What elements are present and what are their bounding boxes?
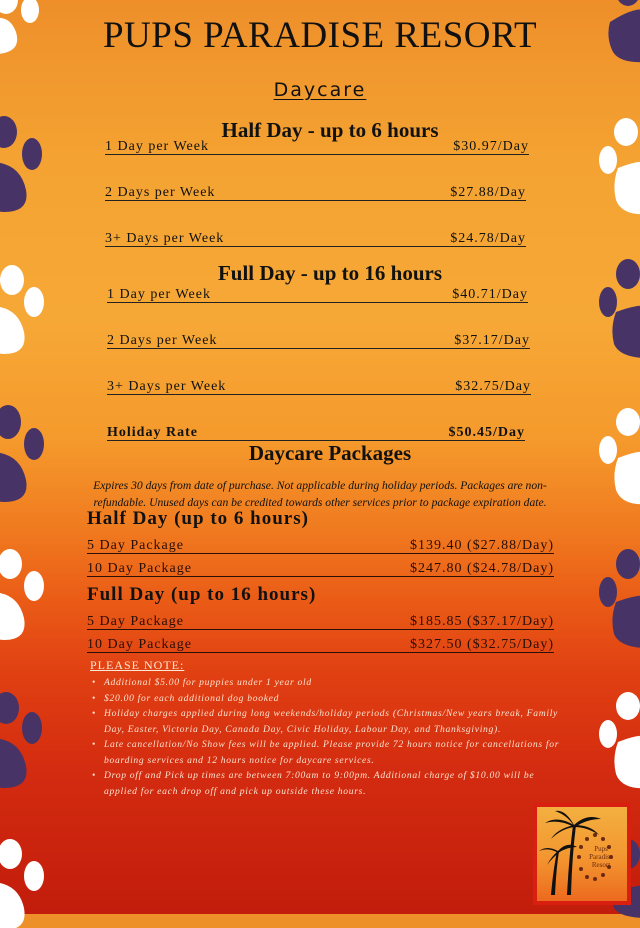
packages-description: Expires 30 days from date of purchase. Not applicable during holiday periods. Packages are non-refundable. Unused days can be credited towards other services prior to package expiration date. — [93, 479, 547, 509]
page-title: PUPS PARADISE RESORT — [102, 15, 538, 56]
bullet-icon: • — [92, 770, 97, 781]
full-day-heading: Full Day - up to 16 hours — [217, 261, 443, 285]
bullet-icon: • — [92, 677, 97, 688]
rate-price: $30.97/Day — [453, 139, 529, 154]
bullet-icon: • — [92, 739, 97, 750]
rate-price: $24.78/Day — [450, 231, 526, 246]
note-item: • Late cancellation/No Show fees will be applied. Please provide 72 hours notice for cancellations for boarding services and 12 hours notice for daycare services. — [92, 739, 560, 766]
rate-price: $27.88/Day — [450, 185, 526, 200]
rate-row-half-1day — [105, 139, 529, 155]
rate-row-half-3plus — [105, 231, 526, 247]
note-item: • Drop off and Pick up times are between 7:00am to 9:00pm. Additional charge of $10.00 will be applied for each drop off and pick up outside these hours. — [92, 770, 535, 797]
paw-print-icon — [598, 548, 640, 648]
rate-row-half-2days — [105, 185, 526, 201]
rate-row-full-2days — [107, 333, 530, 349]
rate-row-full-3plus — [107, 379, 531, 395]
note-item: • Additional $5.00 for puppies under 1 year old — [90, 675, 560, 691]
package-price: $185.85 ($37.17/Day) — [409, 614, 554, 629]
bullet-icon: • — [92, 708, 97, 719]
package-price: $327.50 ($32.75/Day) — [409, 637, 554, 652]
paw-print-icon — [0, 838, 50, 928]
rate-label: 3+ Days per Week — [107, 379, 227, 394]
package-row-half-10day — [87, 561, 554, 577]
rate-label: 2 Days per Week — [105, 185, 216, 200]
please-note-heading: PLEASE NOTE: — [90, 658, 185, 672]
package-row-half-5day — [87, 538, 554, 554]
rate-row-full-1day — [107, 287, 528, 303]
notes-list — [90, 675, 560, 799]
rate-label: 2 Days per Week — [107, 333, 218, 348]
rate-label: Holiday Rate — [107, 425, 198, 440]
rate-price: $32.75/Day — [455, 379, 531, 394]
packages-heading: Daycare Packages — [248, 441, 412, 465]
package-label: 10 Day Package — [87, 561, 192, 576]
rate-price: $40.71/Day — [452, 287, 528, 302]
rate-price: $37.17/Day — [454, 333, 530, 348]
logo-text: Pups Paradise Resort — [589, 845, 613, 869]
rate-label: 1 Day per Week — [107, 287, 211, 302]
paw-print-icon — [0, 548, 50, 648]
paw-print-icon — [0, 688, 50, 792]
package-label: 5 Day Package — [87, 614, 184, 629]
package-label: 10 Day Package — [87, 637, 192, 652]
section-subtitle-daycare: Daycare — [273, 79, 367, 101]
paw-print-icon — [598, 692, 640, 792]
rate-label: 1 Day per Week — [105, 139, 209, 154]
package-price: $139.40 ($27.88/Day) — [409, 538, 554, 553]
rate-label: 3+ Days per Week — [105, 231, 225, 246]
package-half-day-heading: Half Day (up to 6 hours) — [87, 508, 309, 529]
package-full-day-heading: Full Day (up to 16 hours) — [87, 584, 317, 605]
bullet-icon: • — [92, 692, 97, 704]
package-label: 5 Day Package — [87, 538, 184, 553]
package-price: $247.80 ($24.78/Day) — [409, 561, 554, 576]
note-item: • $20.00 for each additional dog booked — [90, 691, 560, 707]
resort-logo — [533, 803, 631, 905]
rate-price: $50.45/Day — [448, 425, 525, 440]
package-row-full-5day — [87, 614, 554, 630]
package-row-full-10day — [87, 637, 554, 653]
note-item: • Holiday charges applied during long weekends/holiday periods (Christmas/New years break, Family Day, Easter, Victoria Day, Canada Day, Civic Holiday, Labour Day, and Thanksgiving). — [92, 708, 559, 735]
rate-row-holiday — [107, 425, 525, 441]
half-day-heading: Half Day - up to 6 hours — [221, 118, 439, 142]
